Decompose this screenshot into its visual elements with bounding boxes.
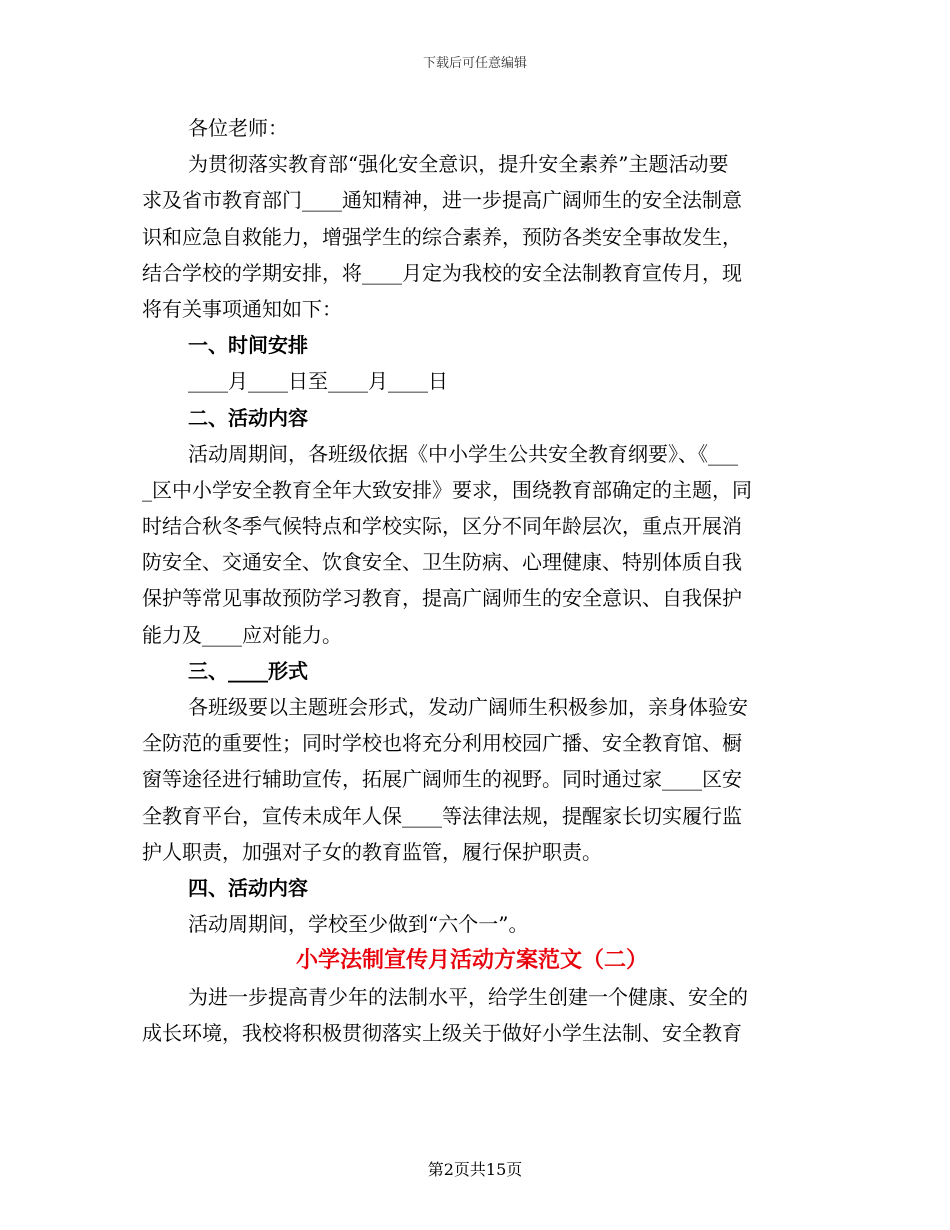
paragraph-line: _区中小学安全教育全年大致安排》要求，围绕教育部确定的主题，同: [142, 477, 752, 502]
paragraph-line: 为进一步提高青少年的法制水平，给学生创建一个健康、安全的: [188, 984, 748, 1009]
page-footer: 第2页共15页: [427, 1160, 523, 1179]
paragraph-line: 各位老师：: [188, 116, 288, 140]
paragraph-line: 识和应急自救能力，增强学生的综合素养，预防各类安全事故发生，: [142, 224, 742, 249]
paragraph-line: 时结合秋冬季气候特点和学校实际，区分不同年龄层次，重点开展消: [142, 514, 742, 539]
document-body: [142, 110, 802, 1051]
paragraph-line: 活动周期间，各班级依据《中小学生公共安全教育纲要》、《___: [188, 441, 738, 466]
section-heading: 三、____形式: [188, 658, 308, 683]
section-heading: 一、时间安排: [188, 333, 308, 358]
paragraph-line: 防安全、交通安全、饮食安全、卫生防病、心理健康、特别体质自我: [142, 550, 742, 575]
section-title: 小学法制宣传月活动方案范文（二）: [295, 947, 648, 974]
paragraph-line: 为贯彻落实教育部“强化安全意识，提升安全素养”主题活动要: [188, 152, 729, 177]
paragraph-line: 成长环境，我校将积极贯彻落实上级关于做好小学生法制、安全教育: [142, 1020, 742, 1045]
paragraph-line: 能力及____应对能力。: [142, 622, 342, 647]
paragraph-line: 全防范的重要性；同时学校也将充分利用校园广播、安全教育馆、橱: [142, 731, 742, 756]
paragraph-line: 保护等常见事故预防学习教育，提高广阔师生的安全意识、自我保护: [142, 586, 742, 611]
paragraph-line: 结合学校的学期安排，将____月定为我校的安全法制教育宣传月，现: [142, 260, 742, 285]
paragraph-line: 将有关事项通知如下：: [142, 296, 342, 321]
section-heading: 二、活动内容: [188, 405, 308, 430]
paragraph-line: ____月____日至____月____日: [188, 369, 448, 394]
section-heading: 四、活动内容: [188, 875, 308, 900]
paragraph-line: 活动周期间，学校至少做到“六个一”。: [188, 912, 529, 937]
paragraph-line: 求及省市教育部门____通知精神，进一步提高广阔师生的安全法制意: [142, 188, 742, 213]
paragraph-line: 全教育平台，宣传未成年人保____等法律法规，提醒家长切实履行监: [142, 803, 742, 828]
page-header: 下载后可任意编辑: [422, 56, 527, 71]
paragraph-line: 各班级要以主题班会形式，发动广阔师生积极参加，亲身体验安: [188, 695, 748, 719]
paragraph-line: 窗等途径进行辅助宣传，拓展广阔师生的视野。同时通过家____区安: [142, 767, 742, 792]
paragraph-line: 护人职责，加强对子女的教育监管，履行保护职责。: [142, 839, 602, 864]
